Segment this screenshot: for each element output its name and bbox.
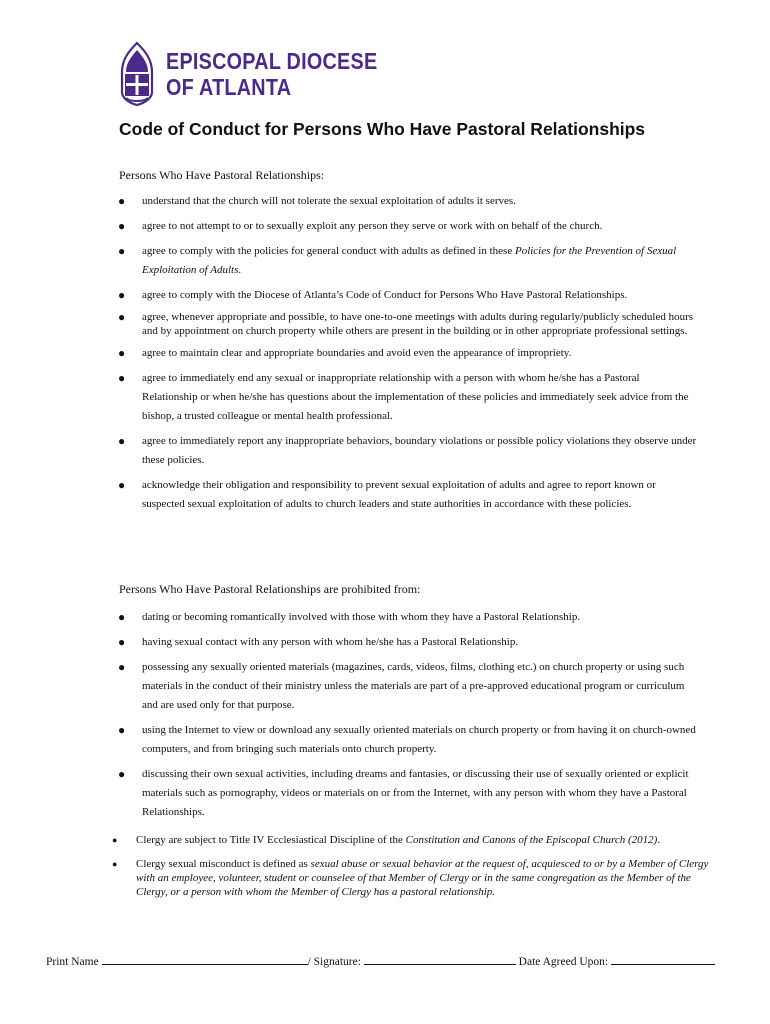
signature-field[interactable] [364, 954, 516, 965]
list-item: ● acknowledge their obligation and responsibility to prevent sexual exploitation of adults and agree to report known or suspected sexual exploitation of adults to church leaders and state authorities in accordance with these policies. [118, 478, 656, 510]
section2-heading: Persons Who Have Pastoral Relationships are prohibited from: [119, 582, 421, 596]
list-item: ● Clergy sexual misconduct is defined as sexual abuse or sexual behavior at the request of, acquiesced to or by a Member of Clergy with an employee, volunteer, student or counselee of that Member of Clergy or in the same congregation as the Member of the Clergy, or a person with whom the Member of Clergy has a pastoral relationship. [112, 858, 709, 898]
diocese-logo [120, 42, 412, 106]
bullet-icon: ● [118, 610, 126, 624]
bullet-icon: ● [118, 194, 126, 208]
section2-list [118, 608, 697, 828]
page-title: Code of Conduct for Persons Who Have Pastoral Relationships [119, 119, 646, 139]
bullet-icon: ● [112, 835, 118, 845]
bullet-icon: ● [118, 244, 126, 258]
bullet-icon: ● [118, 434, 126, 448]
org-name-line2: OF ATLANTA [166, 74, 292, 100]
signature-label: / Signature: [307, 956, 361, 968]
list-item: ● agree to immediately report any inappropriate behaviors, boundary violations or possible policy violations they observe under these policies. [118, 434, 697, 466]
list-item: ● dating or becoming romantically involved with those with whom they have a Pastoral Relationship. [142, 608, 697, 627]
print-name-label: Print Name [46, 956, 99, 968]
list-item: ● agree to not attempt to or to sexually exploit any person they serve or work with on behalf of the church. [142, 217, 697, 236]
date-label: Date Agreed Upon: [518, 956, 609, 968]
section1-list [118, 192, 697, 520]
list-item: ● agree to immediately end any sexual or inappropriate relationship with a person with whom he/she has a Pastoral Relationship or when he/she has questions about the implementation of these policies and immediately seek advice from the bishop, a trusted colleague or mental health professional. [118, 371, 689, 422]
signature-line [46, 954, 746, 968]
list-item: ● understand that the church will not tolerate the sexual exploitation of adults it serves. [142, 192, 697, 211]
mitre-shield-icon [120, 42, 154, 106]
bullet-icon: ● [118, 767, 126, 781]
list-item: ● agree, whenever appropriate and possible, to have one-to-one meetings with adults during regularly/publicly scheduled hours and by appointment on church property while others are present in the building or in other appropriate professional settings. [118, 310, 694, 337]
list-item: ● agree to comply with the policies for general conduct with adults as defined in these Policies for the Prevention of Sexual Exploitation of Adults. [118, 244, 677, 276]
list-item: ● discussing their own sexual activities, including dreams and fantasies, or discussing their use of sexually oriented or explicit materials such as pornography, videos or materials on or from the Internet, with any person with whom they have a Pastoral Relationships. [118, 767, 689, 818]
list-item: ● agree to comply with the Diocese of Atlanta’s Code of Conduct for Persons Who Have Pastoral Relationships. [142, 286, 697, 305]
list-item: ● possessing any sexually oriented materials (magazines, cards, videos, films, clothing etc.) on church property or using such materials in the conduct of their ministry unless the materials are part of a pre-approved educational program or curriculum and are used only for that purpose. [118, 660, 685, 711]
date-field[interactable] [611, 954, 715, 965]
section1-heading: Persons Who Have Pastoral Relationships: [119, 168, 325, 182]
bullet-icon: ● [112, 859, 118, 869]
bullet-icon: ● [118, 219, 126, 233]
section3-list [112, 833, 721, 909]
bullet-icon: ● [118, 288, 126, 302]
bullet-icon: ● [118, 346, 126, 360]
bullet-icon: ● [118, 635, 126, 649]
org-name-line1: EPISCOPAL DIOCESE [166, 48, 378, 74]
bullet-icon: ● [118, 310, 126, 324]
bullet-icon: ● [118, 723, 126, 737]
bullet-icon: ● [118, 371, 126, 385]
list-item: ● having sexual contact with any person with whom he/she has a Pastoral Relationship. [142, 633, 697, 652]
list-item: ● using the Internet to view or download any sexually oriented materials on church property or from having it on church-owned computers, and from bringing such materials onto church property. [118, 723, 696, 755]
list-item: ● Clergy are subject to Title IV Ecclesiastical Discipline of the Constitution and Canons of the Episcopal Church (2012). [112, 834, 661, 846]
bullet-icon: ● [118, 478, 126, 492]
print-name-field[interactable] [102, 954, 308, 965]
list-item: ● agree to maintain clear and appropriate boundaries and avoid even the appearance of impropriety. [142, 344, 697, 363]
bullet-icon: ● [118, 660, 126, 674]
